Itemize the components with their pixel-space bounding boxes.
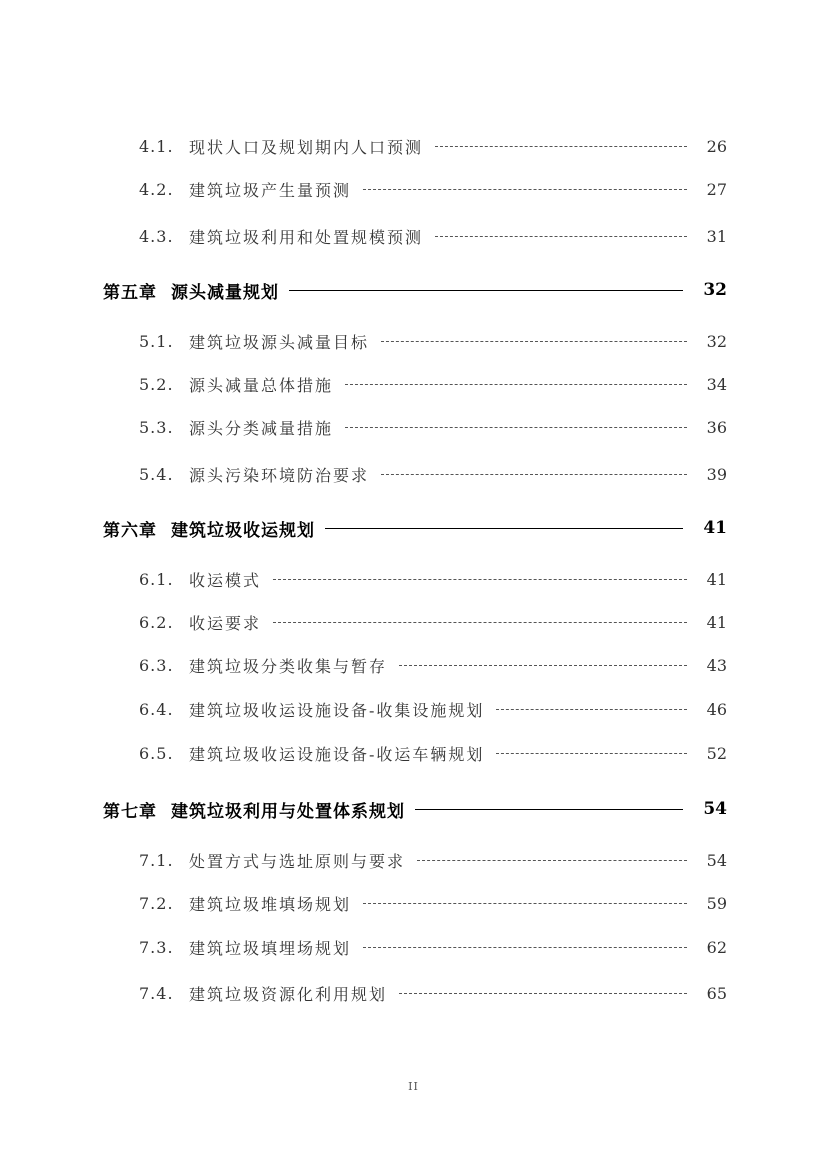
- dot-leader: [399, 993, 687, 994]
- section-title: 源头分类减量措施: [189, 418, 334, 438]
- section-number: 4.3.: [139, 226, 174, 246]
- page-number: 39: [706, 464, 727, 484]
- toc-entry[interactable]: [0, 134, 827, 158]
- section-number: 6.1.: [139, 569, 174, 589]
- section-number: 7.4.: [139, 983, 174, 1003]
- chapter-number: 第五章: [103, 282, 157, 303]
- dot-leader: [399, 665, 687, 666]
- page-number: 54: [703, 799, 727, 819]
- solid-leader: [289, 290, 683, 291]
- section-title: 现状人口及规划期内人口预测: [189, 137, 424, 157]
- page-number: 54: [706, 850, 727, 870]
- dot-leader: [363, 189, 687, 190]
- toc-entry[interactable]: [0, 981, 827, 1005]
- toc-chapter-entry[interactable]: [0, 516, 827, 540]
- solid-leader: [415, 809, 683, 810]
- toc-entry[interactable]: [0, 329, 827, 353]
- toc-entry[interactable]: [0, 372, 827, 396]
- toc-chapter-entry[interactable]: [0, 797, 827, 821]
- chapter-title: 建筑垃圾利用与处置体系规划: [171, 801, 405, 822]
- page-number: 34: [706, 374, 727, 394]
- page-number: 36: [706, 417, 727, 437]
- chapter-title: 源头减量规划: [171, 282, 279, 303]
- toc-chapter-entry[interactable]: [0, 278, 827, 302]
- dot-leader: [496, 753, 687, 754]
- section-number: 4.2.: [139, 179, 174, 199]
- toc-entry[interactable]: [0, 610, 827, 634]
- page-number: 62: [706, 937, 727, 957]
- chapter-title: 建筑垃圾收运规划: [171, 520, 315, 541]
- dot-leader: [381, 474, 687, 475]
- page-number: 43: [706, 655, 727, 675]
- section-number: 7.1.: [139, 850, 174, 870]
- section-title: 建筑垃圾产生量预测: [189, 180, 352, 200]
- section-number: 7.2.: [139, 893, 174, 913]
- page-number: 41: [703, 518, 727, 538]
- dot-leader: [273, 579, 687, 580]
- toc-entry[interactable]: [0, 177, 827, 201]
- page-number: 26: [706, 136, 727, 156]
- page-number: 32: [703, 280, 727, 300]
- dot-leader: [496, 709, 687, 710]
- page-number: 59: [706, 893, 727, 913]
- section-title: 源头减量总体措施: [189, 375, 334, 395]
- page-number: 46: [706, 699, 727, 719]
- section-title: 建筑垃圾源头减量目标: [189, 332, 370, 352]
- page-number: 41: [706, 569, 727, 589]
- section-number: 7.3.: [139, 937, 174, 957]
- page-number: 65: [706, 983, 727, 1003]
- section-title: 建筑垃圾填埋场规划: [189, 938, 352, 958]
- page-number: 31: [706, 226, 727, 246]
- page-number: 41: [706, 612, 727, 632]
- section-number: 4.1.: [139, 136, 174, 156]
- toc-entry[interactable]: [0, 462, 827, 486]
- chapter-number: 第七章: [103, 801, 157, 822]
- toc-entry[interactable]: [0, 653, 827, 677]
- section-number: 5.3.: [139, 417, 174, 437]
- dot-leader: [435, 146, 687, 147]
- dot-leader: [345, 384, 687, 385]
- section-number: 6.3.: [139, 655, 174, 675]
- dot-leader: [363, 903, 687, 904]
- dot-leader: [417, 860, 687, 861]
- page-number: 32: [706, 331, 727, 351]
- toc-entry[interactable]: [0, 567, 827, 591]
- section-number: 5.4.: [139, 464, 174, 484]
- section-title: 处置方式与选址原则与要求: [189, 851, 406, 871]
- solid-leader: [325, 528, 683, 529]
- section-title: 收运要求: [189, 613, 262, 633]
- dot-leader: [273, 622, 687, 623]
- dot-leader: [381, 341, 687, 342]
- page-footer-number: II: [408, 1080, 419, 1093]
- section-number: 6.4.: [139, 699, 174, 719]
- dot-leader: [363, 947, 687, 948]
- toc-entry[interactable]: [0, 891, 827, 915]
- page-number: 27: [706, 179, 727, 199]
- chapter-number: 第六章: [103, 520, 157, 541]
- toc-entry[interactable]: [0, 415, 827, 439]
- page-number: 52: [706, 743, 727, 763]
- section-number: 5.1.: [139, 331, 174, 351]
- toc-entry[interactable]: [0, 848, 827, 872]
- section-title: 建筑垃圾收运设施设备-收运车辆规划: [189, 744, 485, 764]
- section-number: 5.2.: [139, 374, 174, 394]
- dot-leader: [345, 427, 687, 428]
- toc-entry[interactable]: [0, 935, 827, 959]
- dot-leader: [435, 236, 687, 237]
- section-title: 建筑垃圾利用和处置规模预测: [189, 227, 424, 247]
- section-number: 6.2.: [139, 612, 174, 632]
- section-title: 建筑垃圾资源化利用规划: [189, 984, 388, 1004]
- toc-entry[interactable]: [0, 741, 827, 765]
- section-title: 建筑垃圾收运设施设备-收集设施规划: [189, 700, 485, 720]
- toc-entry[interactable]: [0, 697, 827, 721]
- section-number: 6.5.: [139, 743, 174, 763]
- section-title: 建筑垃圾堆填场规划: [189, 894, 352, 914]
- toc-entry[interactable]: [0, 224, 827, 248]
- section-title: 建筑垃圾分类收集与暂存: [189, 656, 388, 676]
- section-title: 收运模式: [189, 570, 262, 590]
- section-title: 源头污染环境防治要求: [189, 465, 370, 485]
